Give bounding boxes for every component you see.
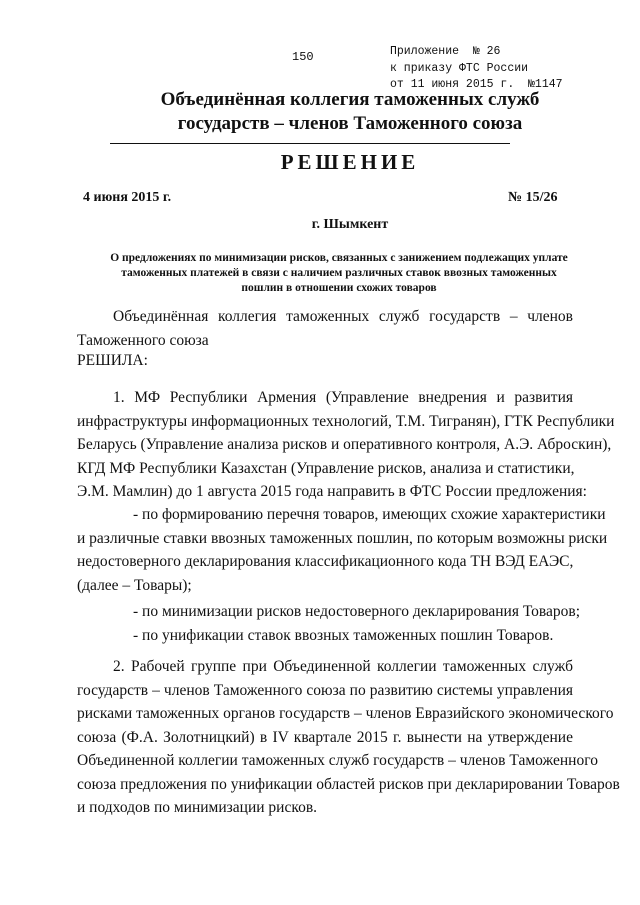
organization-title-line: Объединённая коллегия таможенных служб [160, 89, 540, 110]
text-line: 1. МФ Республики Армения (Управление внедрения и развития [113, 389, 573, 406]
text-line: союза (Ф.А. Золотницкий) в IV квартале 2015 г. вынести на утверждение [77, 728, 573, 746]
resolved-heading: РЕШИЛА: [77, 352, 148, 369]
document-city: г. Шымкент [311, 217, 389, 232]
page-number: 150 [292, 50, 314, 64]
document-subject [96, 251, 582, 296]
text-line: и различные ставки ввозных таможенных пошлин, по которым возможны риски [77, 529, 608, 547]
decision-heading: РЕШЕНИЕ [280, 150, 420, 174]
text-line: государств – членов Таможенного союза по развитию системы управления [77, 681, 573, 699]
text-line: Объединенной коллегии таможенных служб государств – членов Таможенного [77, 752, 598, 769]
organization-title-line: государств – членов Таможенного союза [177, 113, 523, 134]
text-line: рисками таможенных органов государств – членов Евразийского экономического [77, 705, 614, 722]
text-line: - по унификации ставок ввозных таможенных пошлин Товаров. [133, 627, 554, 644]
text-line: - по формированию перечня товаров, имеющих схожие характеристики [133, 506, 606, 523]
text-line: - по минимизации рисков недостоверного декларирования Товаров; [133, 603, 581, 620]
text-line: и подходов по минимизации рисков. [77, 799, 318, 816]
item-2-paragraph [77, 655, 620, 820]
item-1-bullet-1 [77, 503, 608, 597]
annex-line: к приказу ФТС России [390, 61, 529, 75]
organization-title [60, 88, 640, 136]
subject-line: О предложениях по минимизации рисков, связанных с занижением подлежащих уплате [110, 252, 568, 264]
document-date: 4 июня 2015 г. [83, 190, 172, 205]
text-line: (далее – Товары); [77, 576, 192, 594]
subject-line: таможенных платежей в связи с наличием различных ставок ввозных таможенных [121, 267, 557, 279]
text-line: 2. Рабочей группе при Объединенной коллегии таможенных служб [113, 658, 573, 675]
text-line: Таможенного союза [77, 331, 209, 349]
annex-line: Приложение № 26 [390, 45, 501, 58]
item-1-paragraph [77, 386, 615, 504]
text-line: Э.М. Мамлин) до 1 августа 2015 года направить в ФТС России предложения: [77, 483, 587, 500]
item-1-bullet-3 [77, 624, 573, 648]
text-line: Объединённая коллегия таможенных служб государств – членов [113, 308, 573, 325]
annex-stamp [390, 44, 563, 94]
item-1-bullet-2 [77, 600, 581, 624]
intro-paragraph [77, 305, 573, 352]
document-number: № 15/26 [508, 190, 558, 205]
header-divider [110, 143, 510, 144]
annex-line: от 11 июня 2015 г. №1147 [390, 78, 563, 91]
text-line: союза предложения по унификации областей рисков при декларировании Товаров [77, 775, 620, 793]
text-line: недостоверного декларирования классификационного кода ТН ВЭД ЕАЭС, [77, 553, 574, 570]
text-line: КГД МФ Республики Казахстан (Управление рисков, анализа и статистики, [77, 459, 575, 477]
subject-line: пошлин в отношении схожих товаров [241, 282, 437, 294]
text-line: инфраструктуры информационных технологий, Т.М. Тигранян), ГТК Республики [77, 412, 615, 430]
text-line: Беларусь (Управление анализа рисков и оперативного контроля, А.Э. Аброскин), [77, 436, 612, 453]
